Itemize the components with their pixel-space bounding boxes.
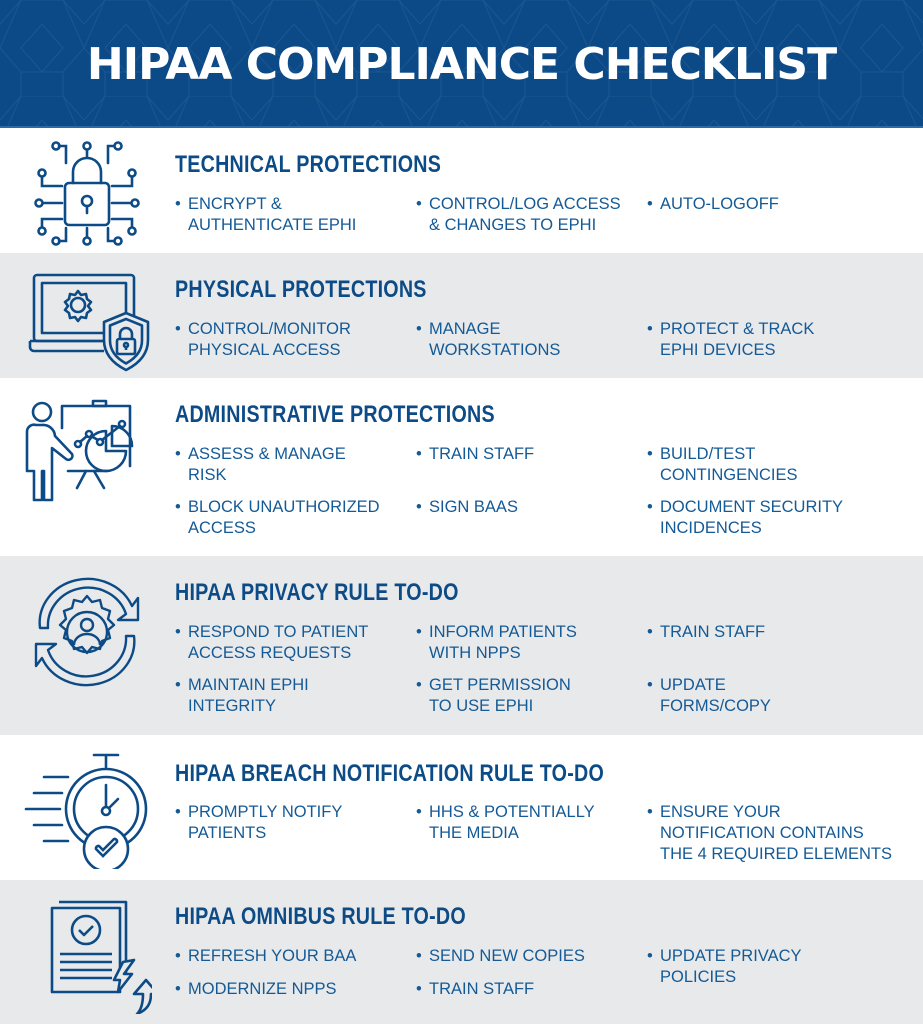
checklist-item: • HHS & POTENTIALLY THE MEDIA <box>416 803 595 842</box>
checklist-item: • TRAIN STAFF <box>416 445 535 463</box>
checklist-item: • TRAIN STAFF <box>647 623 766 641</box>
checklist-item: • RESPOND TO PATIENT ACCESS REQUESTS <box>175 623 369 662</box>
checklist-item: • SIGN BAAS <box>416 498 518 516</box>
checklist-item: • CONTROL/LOG ACCESS & CHANGES TO EPHI <box>416 195 621 234</box>
section-title: HIPAA BREACH NOTIFICATION RULE TO-DO <box>175 760 605 787</box>
section-privacy-rule <box>0 556 923 735</box>
checklist-item: • PROMPTLY NOTIFY PATIENTS <box>175 803 343 842</box>
header-banner <box>0 0 923 128</box>
checklist-item: • MODERNIZE NPPS <box>175 980 337 998</box>
circuit-lock-icon <box>22 131 152 251</box>
section-omnibus-rule <box>0 880 923 1024</box>
gear-user-cycle-icon <box>22 572 152 692</box>
section-technical-protections <box>0 128 923 253</box>
section-breach-notification-rule <box>0 735 923 880</box>
checklist-item: • MAINTAIN EPHI INTEGRITY <box>175 676 309 715</box>
presenter-chart-icon <box>22 396 152 516</box>
stopwatch-check-icon <box>22 749 152 869</box>
checklist-item: • BUILD/TEST CONTINGENCIES <box>647 445 798 484</box>
checklist-item: • UPDATE PRIVACY POLICIES <box>647 947 802 986</box>
section-physical-protections <box>0 253 923 378</box>
section-title: HIPAA OMNIBUS RULE TO-DO <box>175 903 466 930</box>
checklist-item: • PROTECT & TRACK EPHI DEVICES <box>647 320 815 359</box>
checklist-item: • INFORM PATIENTS WITH NPPS <box>416 623 577 662</box>
checklist-item: • ENSURE YOUR NOTIFICATION CONTAINS THE 4 REQUIRED ELEMENTS <box>647 803 892 863</box>
checklist-item: • MANAGE WORKSTATIONS <box>416 320 561 359</box>
section-title: HIPAA PRIVACY RULE TO-DO <box>175 579 459 606</box>
checklist-item: • SEND NEW COPIES <box>416 947 585 965</box>
checklist-item: • UPDATE FORMS/COPY <box>647 676 771 715</box>
checklist-item: • ASSESS & MANAGE RISK <box>175 445 346 484</box>
section-administrative-protections <box>0 378 923 556</box>
checklist-item: • TRAIN STAFF <box>416 980 535 998</box>
section-title: TECHNICAL PROTECTIONS <box>175 151 442 178</box>
checklist-item: • CONTROL/MONITOR PHYSICAL ACCESS <box>175 320 351 359</box>
checklist-item: • AUTO-LOGOFF <box>647 195 779 213</box>
checklist-item: • GET PERMISSION TO USE EPHI <box>416 676 571 715</box>
checklist-item: • DOCUMENT SECURITY INCIDENCES <box>647 498 844 537</box>
laptop-shield-icon <box>22 255 152 375</box>
section-title: ADMINISTRATIVE PROTECTIONS <box>175 401 495 428</box>
checklist-item: • BLOCK UNAUTHORIZED ACCESS <box>175 498 380 537</box>
document-refresh-icon <box>22 894 152 1014</box>
checklist-item: • REFRESH YOUR BAA <box>175 947 357 965</box>
checklist-item: • ENCRYPT & AUTHENTICATE EPHI <box>175 195 357 234</box>
page-title: HIPAA COMPLIANCE CHECKLIST <box>86 39 837 90</box>
section-title: PHYSICAL PROTECTIONS <box>175 276 427 303</box>
